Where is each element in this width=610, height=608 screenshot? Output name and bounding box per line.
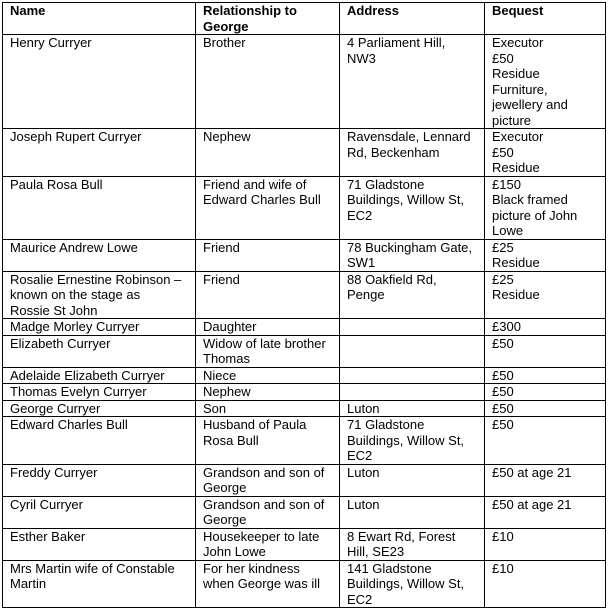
cell-bequest: £150 Black framed picture of John Lowe	[485, 176, 606, 239]
cell-name: Elizabeth Curryer	[3, 335, 196, 367]
cell-address: 78 Buckingham Gate, SW1	[340, 239, 485, 271]
cell-address	[340, 384, 485, 401]
cell-bequest: £50	[485, 400, 606, 417]
table-row	[3, 335, 606, 367]
cell-relationship: Friend and wife of Edward Charles Bull	[196, 176, 340, 239]
header-bequest: Bequest	[485, 3, 606, 35]
cell-relationship: Widow of late brother Thomas	[196, 335, 340, 367]
table-row	[3, 176, 606, 239]
cell-relationship: Niece	[196, 367, 340, 384]
cell-relationship: Daughter	[196, 319, 340, 336]
cell-address: Luton	[340, 496, 485, 528]
table-row	[3, 417, 606, 465]
header-relationship: Relationship to George	[196, 3, 340, 35]
cell-bequest: £50 at age 21	[485, 496, 606, 528]
cell-name: Edward Charles Bull	[3, 417, 196, 465]
cell-bequest: £50	[485, 384, 606, 401]
table-row	[3, 319, 606, 336]
cell-name: George Curryer	[3, 400, 196, 417]
cell-address: 88 Oakfield Rd, Penge	[340, 271, 485, 319]
cell-relationship: Son	[196, 400, 340, 417]
cell-relationship: Friend	[196, 271, 340, 319]
table-row	[3, 35, 606, 129]
cell-address: Ravensdale, Lennard Rd, Beckenham	[340, 129, 485, 177]
cell-name: Adelaide Elizabeth Curryer	[3, 367, 196, 384]
header-address: Address	[340, 3, 485, 35]
header-name: Name	[3, 3, 196, 35]
cell-relationship: Brother	[196, 35, 340, 129]
cell-relationship: For her kindness when George was ill	[196, 560, 340, 608]
header-row	[3, 3, 606, 35]
cell-address: 71 Gladstone Buildings, Willow St, EC2	[340, 176, 485, 239]
table-row	[3, 400, 606, 417]
cell-name: Mrs Martin wife of Constable Martin	[3, 560, 196, 608]
cell-relationship: Grandson and son of George	[196, 464, 340, 496]
cell-name: Esther Baker	[3, 528, 196, 560]
cell-name: Madge Morley Curryer	[3, 319, 196, 336]
cell-bequest: £10	[485, 528, 606, 560]
table-row	[3, 384, 606, 401]
table-row	[3, 528, 606, 560]
cell-address: 8 Ewart Rd, Forest Hill, SE23	[340, 528, 485, 560]
cell-bequest: £25 Residue	[485, 271, 606, 319]
cell-relationship: Housekeeper to late John Lowe	[196, 528, 340, 560]
cell-bequest: Executor £50 Residue	[485, 129, 606, 177]
cell-name: Thomas Evelyn Curryer	[3, 384, 196, 401]
bequest-table	[2, 2, 606, 608]
cell-name: Cyril Curryer	[3, 496, 196, 528]
cell-address: Luton	[340, 464, 485, 496]
cell-address: 71 Gladstone Buildings, Willow St, EC2	[340, 417, 485, 465]
cell-relationship: Nephew	[196, 129, 340, 177]
table-row	[3, 129, 606, 177]
cell-relationship: Husband of Paula Rosa Bull	[196, 417, 340, 465]
cell-bequest: £50	[485, 367, 606, 384]
cell-bequest: £50	[485, 335, 606, 367]
cell-relationship: Friend	[196, 239, 340, 271]
table-row	[3, 239, 606, 271]
cell-name: Freddy Curryer	[3, 464, 196, 496]
cell-address: Luton	[340, 400, 485, 417]
cell-address: 4 Parliament Hill, NW3	[340, 35, 485, 129]
cell-address	[340, 319, 485, 336]
cell-address	[340, 367, 485, 384]
table-body	[3, 35, 606, 608]
cell-bequest: £300	[485, 319, 606, 336]
cell-bequest: £25 Residue	[485, 239, 606, 271]
cell-relationship: Nephew	[196, 384, 340, 401]
table-row	[3, 367, 606, 384]
table-row	[3, 496, 606, 528]
cell-relationship: Grandson and son of George	[196, 496, 340, 528]
cell-bequest: £10	[485, 560, 606, 608]
table-row	[3, 560, 606, 608]
cell-bequest: £50	[485, 417, 606, 465]
table-row	[3, 271, 606, 319]
cell-bequest: Executor £50 Residue Furniture, jewellery and picture	[485, 35, 606, 129]
cell-bequest: £50 at age 21	[485, 464, 606, 496]
cell-name: Maurice Andrew Lowe	[3, 239, 196, 271]
cell-name: Joseph Rupert Curryer	[3, 129, 196, 177]
cell-name: Henry Curryer	[3, 35, 196, 129]
table-row	[3, 464, 606, 496]
cell-address	[340, 335, 485, 367]
cell-name: Paula Rosa Bull	[3, 176, 196, 239]
cell-address: 141 Gladstone Buildings, Willow St, EC2	[340, 560, 485, 608]
cell-name: Rosalie Ernestine Robinson – known on the stage as Rossie St John	[3, 271, 196, 319]
